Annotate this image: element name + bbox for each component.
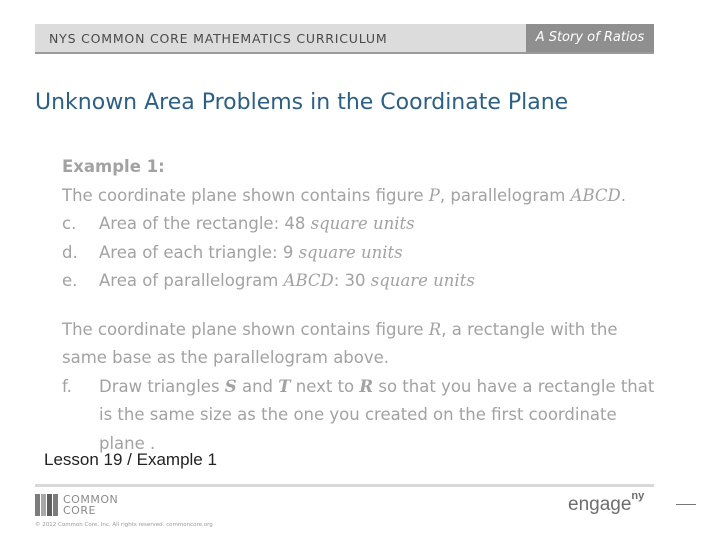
list-item-d xyxy=(62,239,662,268)
common-core-logo-icon xyxy=(35,494,59,520)
story-label: A Story of Ratios xyxy=(526,24,654,52)
item-f-text-d: so that you have a rectangle that is the same size as the one you created on the first coordinate plane . xyxy=(99,376,655,453)
item-label: f. xyxy=(62,376,72,396)
item-unit: square units xyxy=(370,271,475,290)
engageny-logo xyxy=(568,490,645,516)
item-text: Area of the rectangle: 48 xyxy=(99,214,311,233)
item-text: Area of parallelogram xyxy=(99,271,284,290)
copyright-text: © 2012 Common Core, Inc. All rights reserved. commoncore.org xyxy=(35,522,213,528)
page-title: Unknown Area Problems in the Coordinate Plane xyxy=(35,90,569,115)
item-f-text-c: next to xyxy=(290,376,360,396)
item-var: ABCD xyxy=(283,271,334,290)
item-f-text-b: and xyxy=(236,376,279,396)
list-item-e xyxy=(62,267,662,296)
item-f-var-t: T xyxy=(278,376,291,396)
common-core-logo xyxy=(35,493,119,520)
paragraph-2 xyxy=(62,316,662,373)
list-item-f xyxy=(62,373,662,459)
item-f-var-r: R xyxy=(359,376,374,396)
para2-var-r: R xyxy=(428,319,442,339)
item-unit: square units xyxy=(298,242,403,262)
example-intro xyxy=(62,182,662,211)
para2-text-a: The coordinate plane shown contains figure xyxy=(62,319,429,339)
intro-var-abcd: ABCD xyxy=(570,185,621,205)
header-bar xyxy=(35,24,654,54)
engage-text: engage xyxy=(568,494,632,515)
curriculum-label: NYS COMMON CORE MATHEMATICS CURRICULUM xyxy=(49,31,388,46)
footer-dash xyxy=(676,504,696,505)
footer-divider xyxy=(35,484,654,487)
example-content xyxy=(62,153,662,458)
list-item-c xyxy=(62,210,662,239)
example-heading: Example 1: xyxy=(62,157,165,176)
item-label: e. xyxy=(62,271,78,290)
item-text: Area of each triangle: 9 xyxy=(99,242,299,262)
item-f-var-s: S xyxy=(224,376,237,396)
item-unit: square units xyxy=(310,214,415,233)
item-label: d. xyxy=(62,242,78,262)
item-label: c. xyxy=(62,214,77,233)
item-f-text-a: Draw triangles xyxy=(99,376,225,396)
engage-sup: ny xyxy=(631,490,645,502)
item-text-b: : 30 xyxy=(333,271,371,290)
para2-text-b: , a rectangle with the same base as the parallelogram above. xyxy=(62,319,618,367)
lesson-label: Lesson 19 / Example 1 xyxy=(44,450,217,469)
intro-text-a: The coordinate plane shown contains figure xyxy=(62,185,429,205)
logo-line-2: CORE xyxy=(63,504,96,517)
intro-var-p: P xyxy=(428,185,440,205)
logo-line-1: COMMON xyxy=(63,493,119,506)
intro-text-c: . xyxy=(620,185,626,205)
intro-text-b: , parallelogram xyxy=(439,185,571,205)
